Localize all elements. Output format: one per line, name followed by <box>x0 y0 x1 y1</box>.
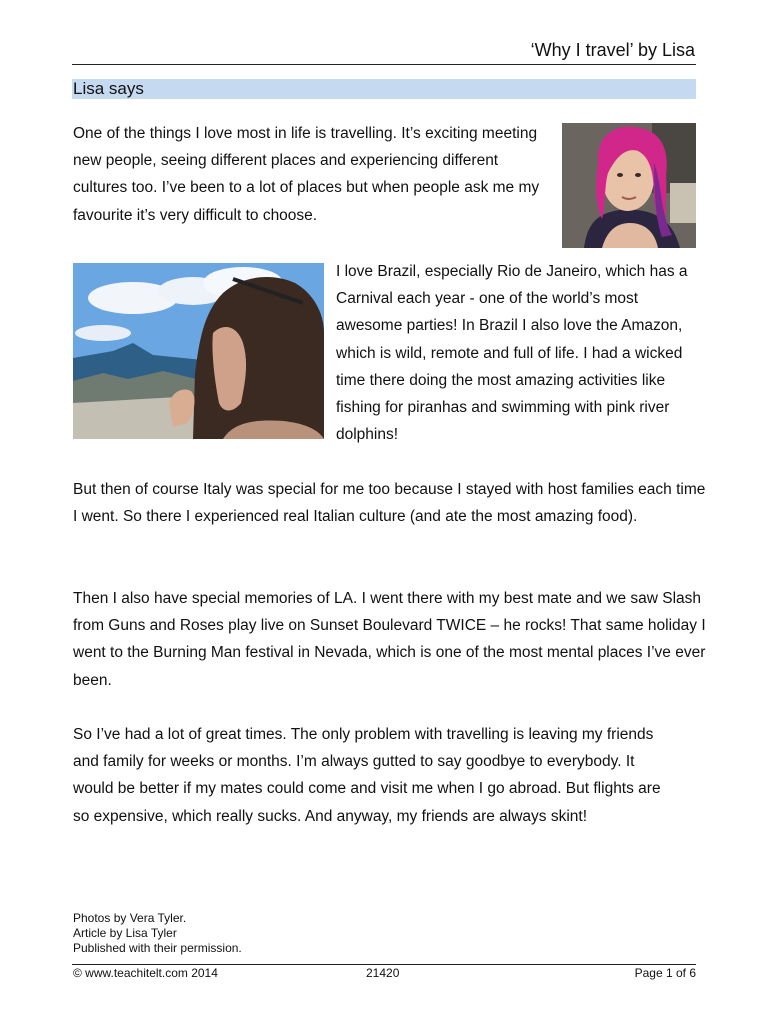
paragraph-la: Then I also have special memories of LA. I went there with my best mate and we saw Slash from Guns and Roses play live on Sunset Boulevard TWICE – he rocks! That same holiday I went to the Burning Man festival in Nevada, which is one of the most mental places I’ve ever been. <box>73 590 706 689</box>
rio-viewpoint-photo <box>73 263 324 439</box>
credit-line: Photos by Vera Tyler. <box>73 911 187 925</box>
document-title: ‘Why I travel’ by Lisa <box>530 40 695 60</box>
credit-line: Article by Lisa Tyler <box>73 926 177 940</box>
lisa-portrait-photo <box>562 123 696 248</box>
footer-copyright: © www.teachitelt.com 2014 <box>73 966 218 980</box>
credit-line: Published with their permission. <box>73 941 242 955</box>
header-divider <box>72 64 696 65</box>
paragraph-conclusion: So I’ve had a lot of great times. The only problem with travelling is leaving my friends and family for weeks or months. I’m always gutted to say goodbye to everybody. It would be better if my mates could come and visit me when I go abroad. But flights are so expensive, which really sucks. And anyway, my friends are always skint! <box>73 726 661 825</box>
footer-page-number: Page 1 of 6 <box>634 966 696 980</box>
paragraph-brazil: I love Brazil, especially Rio de Janeiro, which has a Carnival each year - one of the world’s most awesome parties! In Brazil I also love the Amazon, which is wild, remote and full of life. I had a wicked time there doing the most amazing activities like fishing for piranhas and swimming with pink river dolphins! <box>336 263 688 444</box>
photo-credits <box>73 911 242 956</box>
section-heading: Lisa says <box>72 79 696 99</box>
paragraph-italy: But then of course Italy was special for me too because I stayed with host families each time I went. So there I experienced real Italian culture (and ate the most amazing food). <box>73 481 706 526</box>
footer-resource-code: 21420 <box>366 966 400 980</box>
footer-divider <box>72 964 696 965</box>
paragraph-intro: One of the things I love most in life is travelling. It’s exciting meeting new people, seeing different places and experiencing different cultures too. I’ve been to a lot of places but when people ask me my favourite it’s very difficult to choose. <box>73 125 540 224</box>
